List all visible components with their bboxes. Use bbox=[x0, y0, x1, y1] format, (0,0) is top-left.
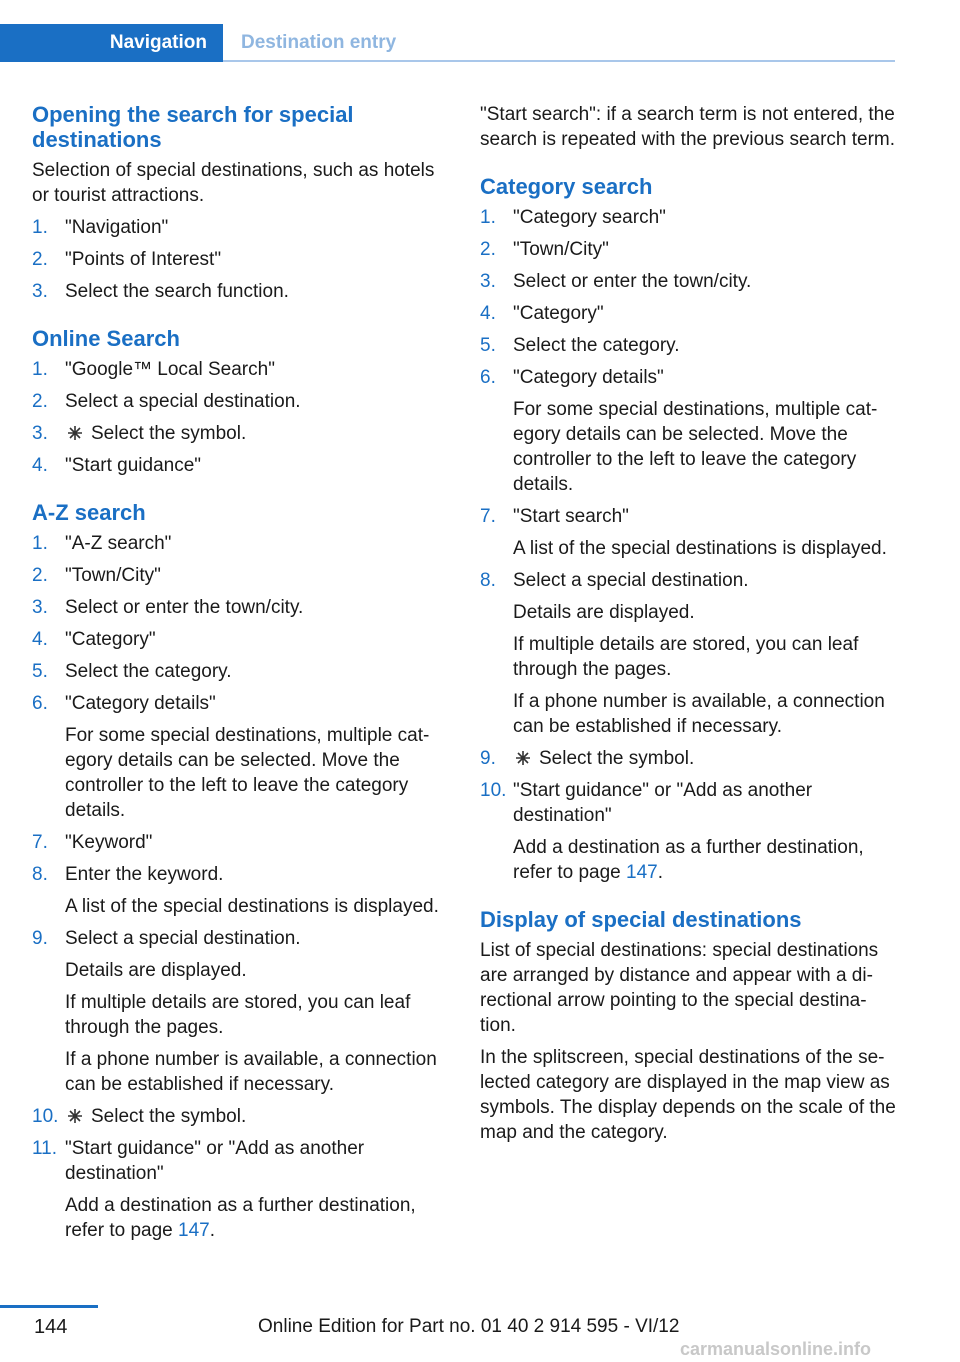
page-number: 144 bbox=[34, 1316, 68, 1338]
list-az-search bbox=[32, 531, 452, 1243]
list-item: 2. "Town/City" bbox=[480, 239, 609, 260]
list-item: 4. "Category" bbox=[480, 303, 604, 324]
arrows-expand-icon bbox=[67, 425, 83, 441]
section-tab-destination-entry: Destination entry bbox=[241, 32, 397, 53]
list-item: 7. "Start search" A list of the special destinations is displayed. bbox=[480, 506, 887, 559]
heading-opening-search: Opening the search for special destinations bbox=[32, 102, 354, 152]
list-item: 5. Select the category. bbox=[480, 335, 680, 356]
list-item: 9. Select the symbol. bbox=[480, 748, 695, 769]
list-item: 3. Select the search function. bbox=[32, 281, 289, 302]
heading-az-search: A-Z search bbox=[32, 500, 146, 525]
list-item: 2. Select a special destination. bbox=[32, 391, 301, 412]
heading-category-search: Category search bbox=[480, 174, 653, 199]
list-item: 1. "Navigation" bbox=[32, 217, 169, 238]
list-item: 8. Enter the keyword. A list of the special destinations is displayed. bbox=[32, 864, 439, 917]
list-item: 3. Select or enter the town/city. bbox=[480, 271, 752, 292]
paragraph: List of special destinations: special destinations are arranged by distance and appear with a di‐rectional arrow pointing to the special destina‐tion. bbox=[480, 940, 879, 1036]
list-item: 9. Select a special destination. Details are displayed. If multiple details are stored, you can leaf through the pages. If a phone number is available, a connection can be established if necessary. bbox=[32, 928, 437, 1095]
arrows-expand-icon bbox=[515, 750, 531, 766]
list-item: 4. "Category" bbox=[32, 629, 156, 650]
list-online-search bbox=[32, 357, 452, 478]
watermark: carmanualsonline.info bbox=[680, 1339, 872, 1359]
list-item: 10. Select the symbol. bbox=[32, 1106, 247, 1127]
list-item: 2. "Town/City" bbox=[32, 565, 161, 586]
page-header bbox=[0, 0, 960, 66]
list-item: 6. "Category details" For some special destinations, multiple cat‐egory details can be selected. Move the controller to the left to leave the category details. bbox=[32, 693, 430, 821]
list-item: 1. "Google™ Local Search" bbox=[32, 359, 275, 380]
list-opening-search bbox=[32, 215, 452, 304]
page-link[interactable]: 147 bbox=[178, 1220, 210, 1241]
list-item: 2. "Points of Interest" bbox=[32, 249, 222, 270]
list-item: 4. "Start guidance" bbox=[32, 455, 202, 476]
list-item: 6. "Category details" For some special destinations, multiple cat‐egory details can be selected. Move the controller to the left to leave the category details. bbox=[480, 367, 878, 495]
continued-text: "Start search": if a search term is not entered, the search is repeated with the previous search term. bbox=[480, 104, 896, 150]
edition-text: Online Edition for Part no. 01 40 2 914 595 - VI/12 bbox=[258, 1316, 680, 1337]
section-tab-navigation: Navigation bbox=[0, 24, 223, 62]
footer-divider bbox=[0, 1305, 98, 1308]
list-item: 8. Select a special destination. Details are displayed. If multiple details are stored, you can leaf through the pages. If a phone number is available, a connection can be established if necessary. bbox=[480, 570, 885, 737]
list-item: 5. Select the category. bbox=[32, 661, 232, 682]
list-item: 3. Select the symbol. bbox=[32, 423, 247, 444]
left-column bbox=[32, 102, 452, 1250]
page-link[interactable]: 147 bbox=[626, 862, 658, 883]
list-category-search bbox=[480, 205, 900, 885]
list-item: 7. "Keyword" bbox=[32, 832, 153, 853]
paragraph: In the splitscreen, special destinations of the se‐lected category are displayed in the map view as symbols. The display depends on the scale of the map and the category. bbox=[480, 1047, 896, 1143]
list-item: 11. "Start guidance" or "Add as another destination" Add a destination as a further destination, refer to page 147. bbox=[32, 1138, 416, 1241]
arrows-expand-icon bbox=[67, 1108, 83, 1124]
list-item: 10. "Start guidance" or "Add as another destination" Add a destination as a further destination, refer to page 147. bbox=[480, 780, 864, 883]
intro-text: Selection of special destinations, such as hotels or tourist attractions. bbox=[32, 160, 435, 206]
header-divider bbox=[223, 60, 895, 62]
list-item: 3. Select or enter the town/city. bbox=[32, 597, 304, 618]
right-column bbox=[480, 102, 900, 1152]
list-item: 1. "A-Z search" bbox=[32, 533, 172, 554]
list-item: 1. "Category search" bbox=[480, 207, 666, 228]
heading-online-search: Online Search bbox=[32, 326, 180, 351]
heading-display-special-destinations: Display of special destinations bbox=[480, 907, 802, 932]
